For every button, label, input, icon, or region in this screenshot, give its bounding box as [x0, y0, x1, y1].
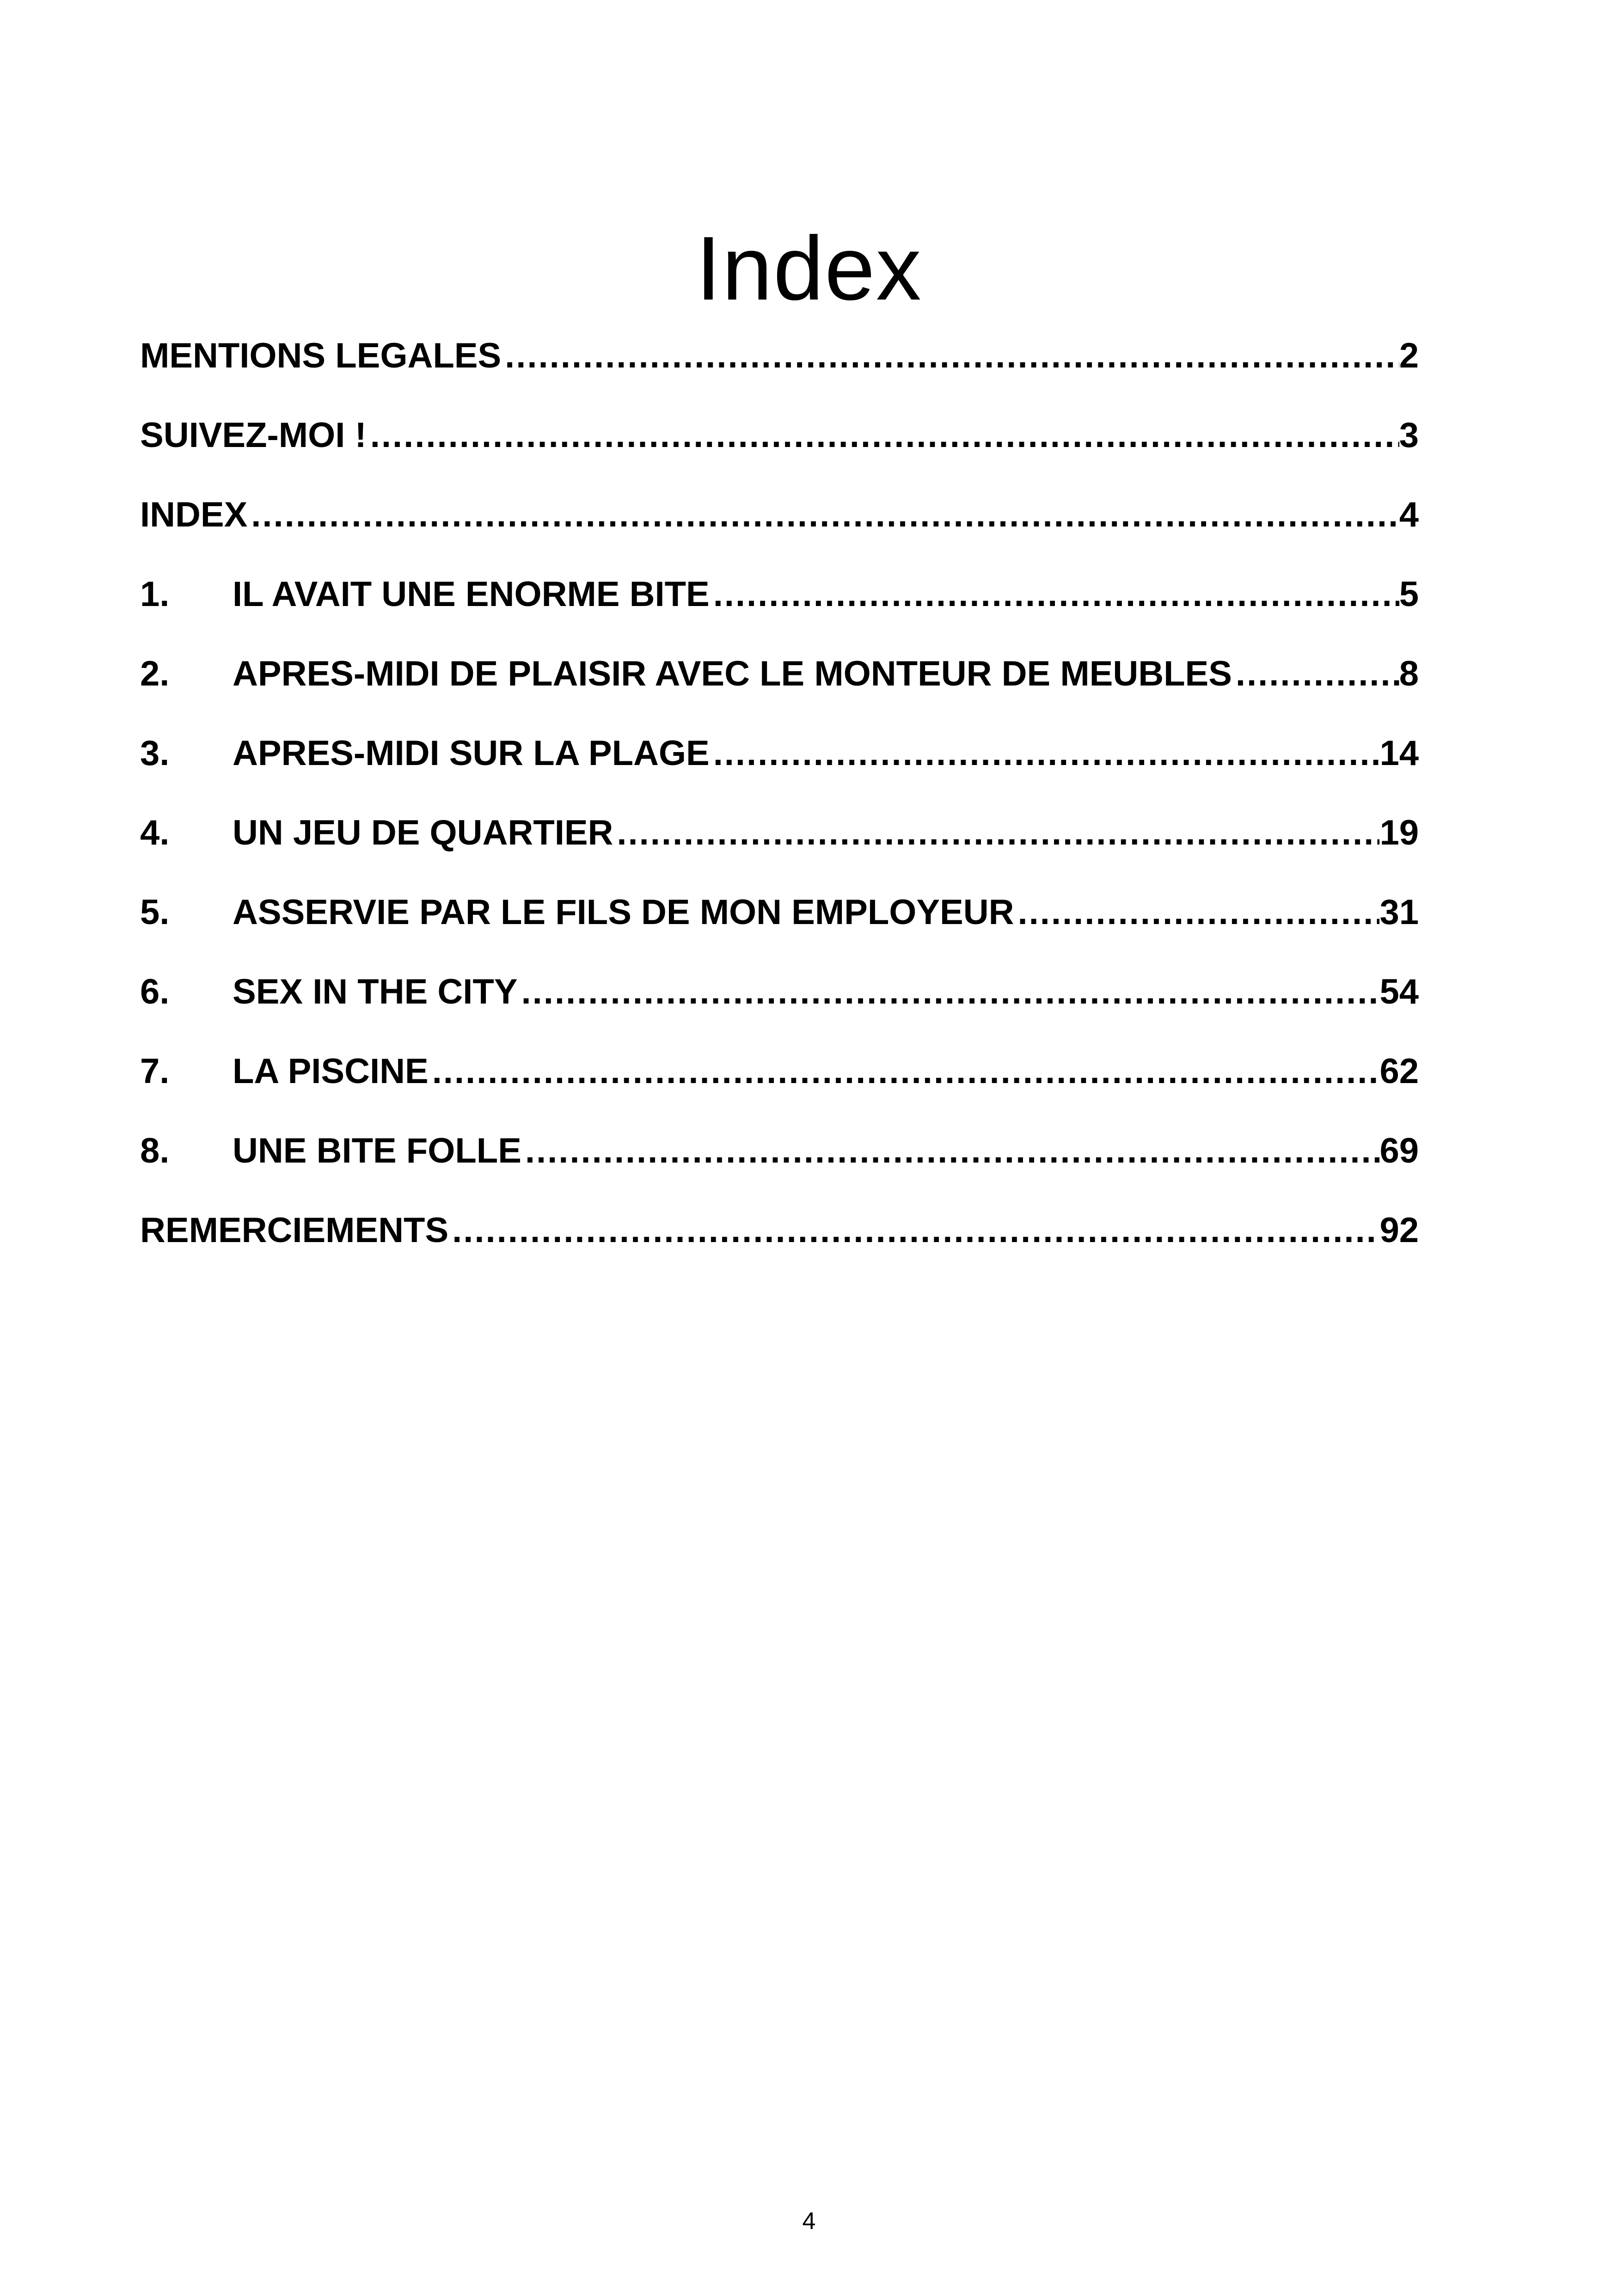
toc-entry-chapter-5[interactable]	[140, 885, 1419, 964]
toc-dot-leader	[1232, 646, 1399, 702]
toc-dot-leader	[367, 408, 1399, 463]
toc-entry-index[interactable]	[140, 487, 1419, 567]
toc-entry-number: 5.	[140, 893, 170, 932]
toc-entry-page: 69	[1379, 1131, 1419, 1170]
toc-entry-chapter-6[interactable]	[140, 964, 1419, 1044]
toc-entry-chapter-4[interactable]	[140, 805, 1419, 885]
toc-entry-number: 7.	[140, 1052, 170, 1091]
toc-entry-title: UNE BITE FOLLE	[233, 1131, 521, 1170]
toc-entry-title: LA PISCINE	[233, 1052, 429, 1091]
toc-entry-page: 5	[1399, 575, 1419, 614]
toc-entry-page: 62	[1379, 1052, 1419, 1091]
toc-entry-title: SEX IN THE CITY	[233, 972, 518, 1011]
toc-entry-page: 92	[1379, 1211, 1419, 1250]
toc-entry-page: 14	[1379, 734, 1419, 773]
toc-entry-chapter-8[interactable]	[140, 1123, 1419, 1203]
toc-entry-page: 3	[1399, 416, 1419, 455]
toc-dot-leader	[710, 567, 1399, 622]
toc-entry-title: IL AVAIT UNE ENORME BITE	[233, 575, 710, 614]
table-of-contents	[140, 328, 1419, 1282]
toc-entry-number: 6.	[140, 972, 170, 1011]
toc-entry-chapter-3[interactable]	[140, 726, 1419, 805]
toc-entry-number: 3.	[140, 734, 170, 773]
toc-entry-title: UN JEU DE QUARTIER	[233, 813, 613, 852]
toc-entry-title: REMERCIEMENTS	[140, 1211, 449, 1250]
toc-entry-number: 2.	[140, 654, 170, 693]
toc-dot-leader	[521, 1123, 1380, 1179]
toc-entry-number: 8.	[140, 1131, 170, 1170]
toc-dot-leader	[448, 1203, 1379, 1258]
toc-entry-chapter-1[interactable]	[140, 567, 1419, 646]
toc-entry-page: 19	[1379, 813, 1419, 852]
toc-entry-chapter-2[interactable]	[140, 646, 1419, 726]
toc-entry-title: APRES-MIDI SUR LA PLAGE	[233, 734, 710, 773]
toc-entry-title: MENTIONS LEGALES	[140, 336, 502, 375]
toc-dot-leader	[501, 328, 1399, 384]
toc-entry-number: 1.	[140, 575, 170, 614]
toc-dot-leader	[1014, 885, 1380, 940]
toc-dot-leader	[710, 726, 1380, 781]
page-number: 4	[802, 2208, 816, 2235]
toc-entry-title: SUIVEZ-MOI !	[140, 416, 367, 455]
toc-entry-title: INDEX	[140, 495, 248, 534]
toc-entry-chapter-7[interactable]	[140, 1044, 1419, 1123]
toc-entry-suivez-moi[interactable]	[140, 408, 1419, 487]
toc-entry-remerciements[interactable]	[140, 1203, 1419, 1282]
toc-entry-page: 2	[1399, 336, 1419, 375]
toc-entry-title: APRES-MIDI DE PLAISIR AVEC LE MONTEUR DE MEUBLES	[233, 654, 1232, 693]
toc-entry-page: 8	[1399, 654, 1419, 693]
toc-dot-leader	[429, 1044, 1380, 1099]
page-title: Index	[696, 218, 922, 319]
toc-dot-leader	[247, 487, 1399, 543]
toc-dot-leader	[613, 805, 1379, 861]
toc-entry-page: 4	[1399, 495, 1419, 534]
toc-dot-leader	[518, 964, 1380, 1020]
toc-entry-page: 31	[1379, 893, 1419, 932]
toc-entry-mentions-legales[interactable]	[140, 328, 1419, 408]
toc-entry-title: ASSERVIE PAR LE FILS DE MON EMPLOYEUR	[233, 893, 1014, 932]
toc-entry-page: 54	[1379, 972, 1419, 1011]
toc-entry-number: 4.	[140, 813, 170, 852]
